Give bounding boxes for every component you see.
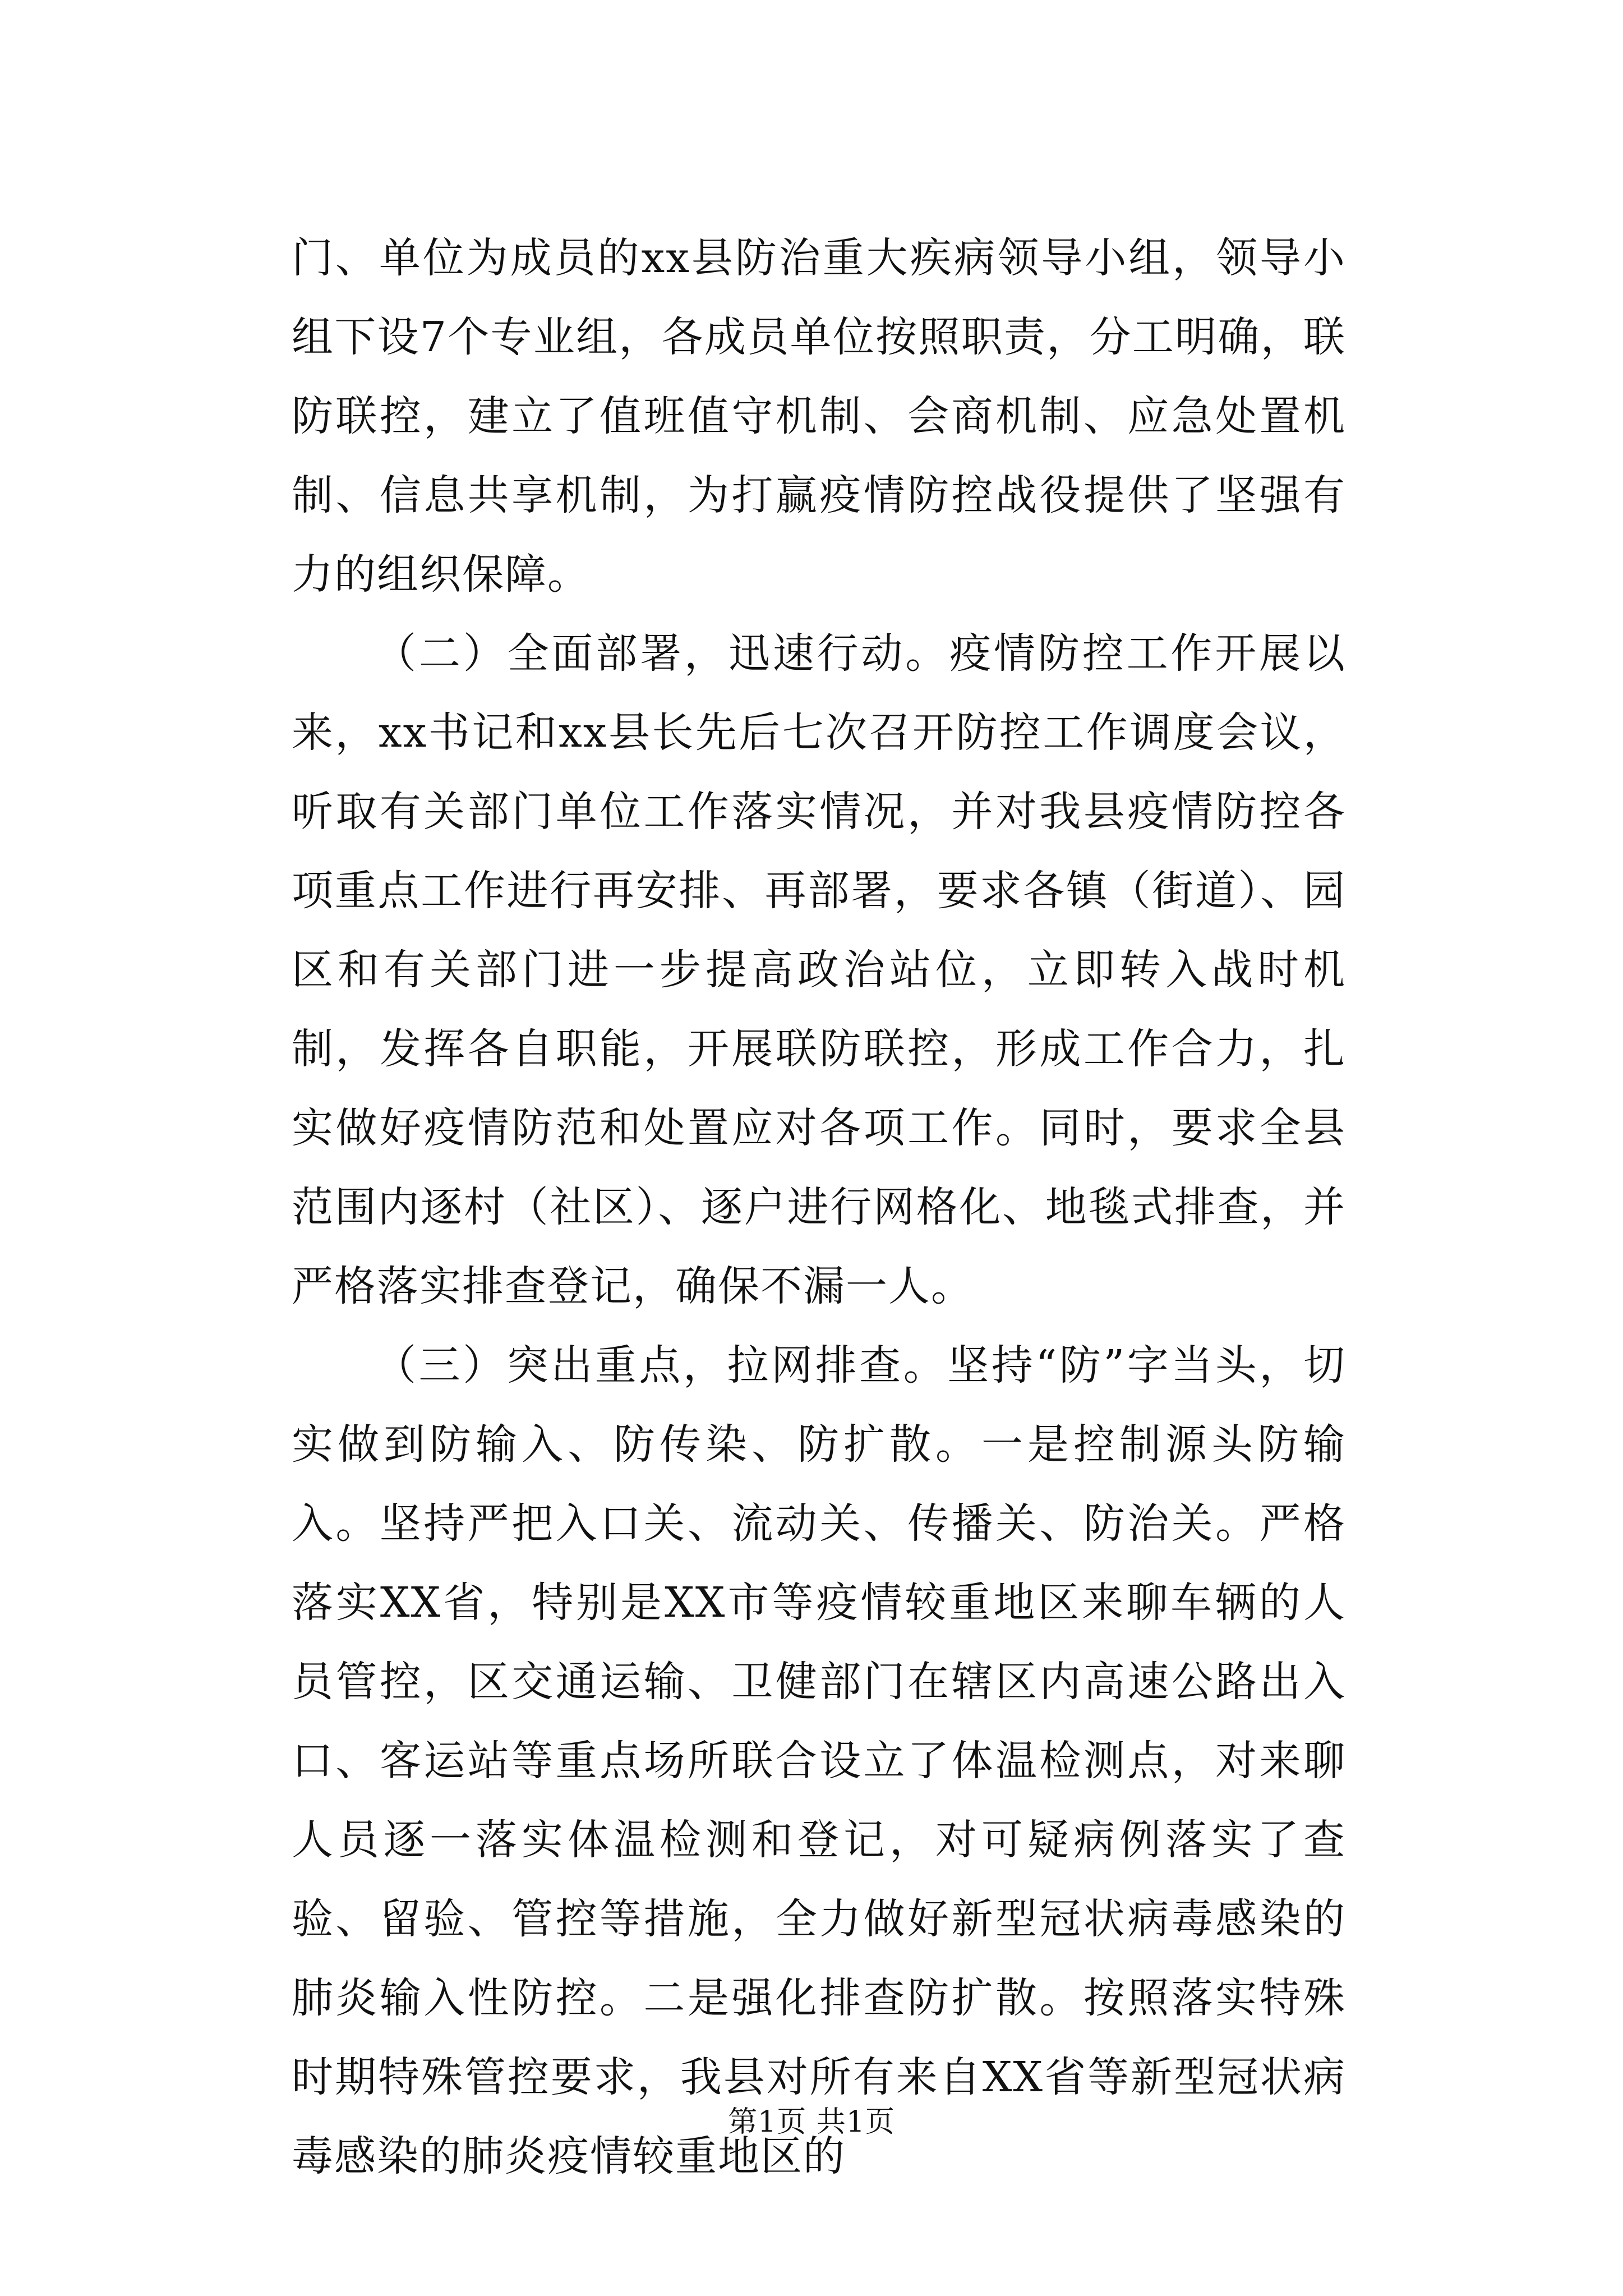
paragraph-1: 门、单位为成员的xx县防治重大疾病领导小组，领导小组下设7个专业组，各成员单位按照职责，分工明确，联防联控，建立了值班值守机制、会商机制、应急处置机制、信息共享机制，为打赢疫情防控战役提供了坚强有力的组织保障。: [292, 234, 1346, 599]
document-body: [292, 219, 1346, 2196]
page-footer: 第1页 共1页: [728, 2105, 895, 2139]
paragraph-3: （三）突出重点，拉网排查。坚持“防”字当头，切实做到防输入、防传染、防扩散。一是控制源头防输入。坚持严把入口关、流动关、传播关、防治关。严格落实XX省，特别是XX市等疫情较重地区来聊车辆的人员管控，区交通运输、卫健部门在辖区内高速公路出入口、客运站等重点场所联合设立了体温检测点，对来聊人员逐一落实体温检测和登记，对可疑病例落实了查验、留验、管控等措施，全力做好新型冠状病毒感染的肺炎输入性防控。二是强化排查防扩散。按照落实特殊时期特殊管控要求，我县对所有来自XX省等新型冠状病毒感染的肺炎疫情较重地区的: [292, 1341, 1346, 2180]
paragraph-2: （二）全面部署，迅速行动。疫情防控工作开展以来，xx书记和xx县长先后七次召开防控工作调度会议，听取有关部门单位工作落实情况，并对我县疫情防控各项重点工作进行再安排、再部署，要求各镇（街道）、园区和有关部门进一步提高政治站位，立即转入战时机制，发挥各自职能，开展联防联控，形成工作合力，扎实做好疫情防范和处置应对各项工作。同时，要求全县范围内逐村（社区）、逐户进行网格化、地毯式排查，并严格落实排查登记，确保不漏一人。: [292, 629, 1346, 1310]
